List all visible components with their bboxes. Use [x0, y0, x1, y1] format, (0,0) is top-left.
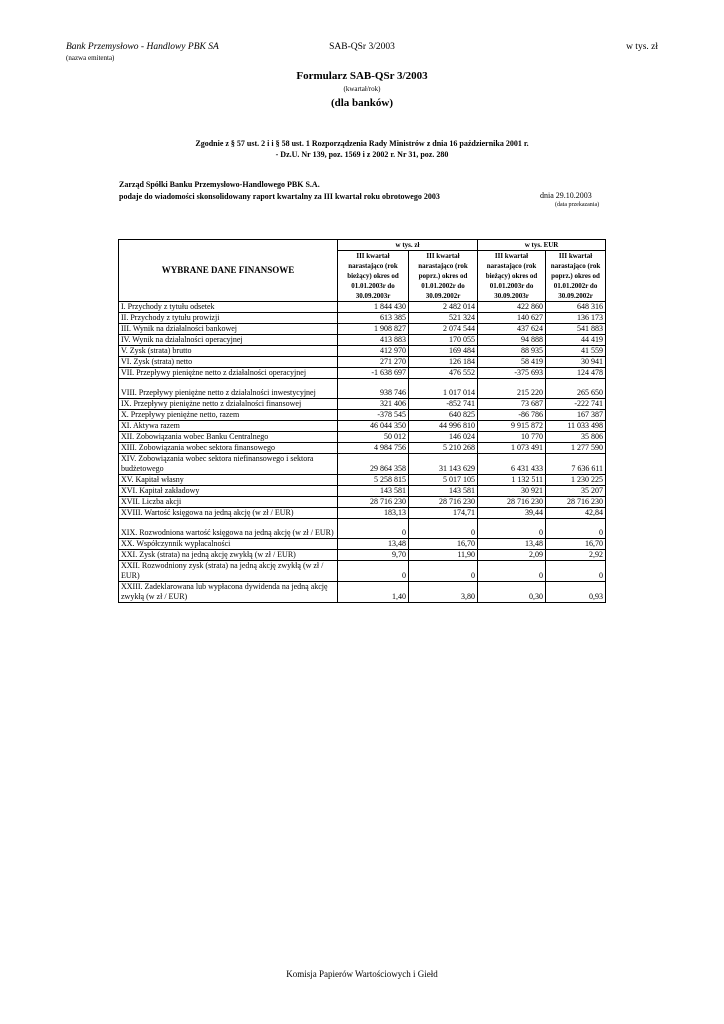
row-value: -852 741 — [409, 399, 478, 410]
table-row — [119, 561, 606, 582]
row-value: 1,40 — [338, 582, 409, 603]
row-value: 39,44 — [478, 508, 546, 519]
row-value: 11 033 498 — [546, 421, 606, 432]
row-value: 50 012 — [338, 432, 409, 443]
table-row — [119, 454, 606, 475]
table-row — [119, 550, 606, 561]
form-title-note: (kwartał/rok) — [343, 85, 381, 93]
table-main-header: WYBRANE DANE FINANSOWE — [119, 240, 338, 302]
row-value: 44 419 — [546, 335, 606, 346]
board-line-1: Zarząd Spółki Banku Przemysłowo-Handlowego PBK S.A. — [119, 180, 320, 189]
table-row — [119, 475, 606, 486]
legal-basis — [0, 138, 724, 160]
row-label: XXI. Zysk (strata) na jedną akcję zwykłą (w zł / EUR) — [119, 550, 338, 561]
row-value: 140 627 — [478, 313, 546, 324]
row-value: 321 406 — [338, 399, 409, 410]
table-row — [119, 508, 606, 519]
report-date: dnia 29.10.2003 — [540, 191, 592, 200]
row-label: VII. Przepływy pieniężne netto z działalności operacyjnej — [119, 368, 338, 379]
row-value: -1 638 697 — [338, 368, 409, 379]
report-date-note: (data przekazania) — [555, 202, 600, 208]
table-row — [119, 302, 606, 313]
row-value: 1 017 014 — [409, 379, 478, 399]
table-row — [119, 324, 606, 335]
table-row — [119, 486, 606, 497]
row-value: 94 888 — [478, 335, 546, 346]
form-title: Formularz SAB-QSr 3/2003 — [296, 70, 428, 82]
row-value: -86 786 — [478, 410, 546, 421]
row-value: 5 017 105 — [409, 475, 478, 486]
row-value: 541 883 — [546, 324, 606, 335]
table-row — [119, 399, 606, 410]
col-header-eur-current: III kwartał narastająco (rok bieżący) okres od 01.01.2003r do 30.09.2003r — [478, 251, 546, 302]
table-row — [119, 357, 606, 368]
row-value: 73 687 — [478, 399, 546, 410]
row-value: 0 — [546, 519, 606, 539]
row-value: 136 173 — [546, 313, 606, 324]
financial-data-table — [118, 239, 606, 603]
row-value: 30 921 — [478, 486, 546, 497]
footer-text: Komisja Papierów Wartościowych i Giełd — [286, 969, 438, 979]
row-value: 6 431 433 — [478, 454, 546, 475]
row-value: -222 741 — [546, 399, 606, 410]
row-label: V. Zysk (strata) brutto — [119, 346, 338, 357]
row-value: 1 844 430 — [338, 302, 409, 313]
row-value: 437 624 — [478, 324, 546, 335]
row-value: 1 230 225 — [546, 475, 606, 486]
row-value: 28 716 230 — [546, 497, 606, 508]
table-row — [119, 410, 606, 421]
row-value: 28 716 230 — [478, 497, 546, 508]
row-value: 412 970 — [338, 346, 409, 357]
table-body — [119, 302, 606, 603]
row-value: 174,71 — [409, 508, 478, 519]
row-value: 29 864 358 — [338, 454, 409, 475]
row-value: 143 581 — [338, 486, 409, 497]
row-label: XI. Aktywa razem — [119, 421, 338, 432]
row-value: 44 996 810 — [409, 421, 478, 432]
row-value: 938 746 — [338, 379, 409, 399]
table-row — [119, 335, 606, 346]
issuer-note: (nazwa emitenta) — [66, 54, 115, 62]
row-label: XVIII. Wartość księgowa na jedną akcję (w zł / EUR) — [119, 508, 338, 519]
table-row — [119, 313, 606, 324]
row-value: 1 908 827 — [338, 324, 409, 335]
row-value: 271 270 — [338, 357, 409, 368]
row-value: 413 883 — [338, 335, 409, 346]
row-value: 10 770 — [478, 432, 546, 443]
row-value: 16,70 — [546, 539, 606, 550]
row-value: 41 559 — [546, 346, 606, 357]
row-value: 476 552 — [409, 368, 478, 379]
row-value: 0 — [478, 561, 546, 582]
row-value: 648 316 — [546, 302, 606, 313]
col-header-pln-current: III kwartał narastająco (rok bieżący) okres od 01.01.2003r do 30.09.2003r — [338, 251, 409, 302]
table-row — [119, 443, 606, 454]
table-row — [119, 368, 606, 379]
row-value: -375 693 — [478, 368, 546, 379]
table-row — [119, 582, 606, 603]
form-code: SAB-QSr 3/2003 — [329, 42, 395, 52]
row-label: VI. Zysk (strata) netto — [119, 357, 338, 368]
table-row — [119, 519, 606, 539]
row-label: IV. Wynik na działalności operacyjnej — [119, 335, 338, 346]
issuer-name: Bank Przemysłowo - Handlowy PBK SA — [66, 42, 219, 52]
table-row — [119, 497, 606, 508]
row-label: XV. Kapitał własny — [119, 475, 338, 486]
row-value: 42,84 — [546, 508, 606, 519]
row-label: XXII. Rozwodniony zysk (strata) na jedną akcję zwykłą (w zł / EUR) — [119, 561, 338, 582]
row-value: 7 636 611 — [546, 454, 606, 475]
row-value: 1 073 491 — [478, 443, 546, 454]
board-statement — [119, 179, 440, 203]
row-label: XIII. Zobowiązania wobec sektora finansowego — [119, 443, 338, 454]
row-value: 88 935 — [478, 346, 546, 357]
row-label: X. Przepływy pieniężne netto, razem — [119, 410, 338, 421]
table-row — [119, 421, 606, 432]
row-label: XXIII. Zadeklarowana lub wypłacona dywidenda na jedną akcję zwykłą (w zł / EUR) — [119, 582, 338, 603]
row-value: 0 — [409, 561, 478, 582]
row-value: 0 — [409, 519, 478, 539]
row-value: 613 385 — [338, 313, 409, 324]
row-value: 0 — [546, 561, 606, 582]
row-label: XIV. Zobowiązania wobec sektora niefinansowego i sektora budżetowego — [119, 454, 338, 475]
row-value: 11,90 — [409, 550, 478, 561]
row-value: 1 277 590 — [546, 443, 606, 454]
row-value: 0 — [338, 561, 409, 582]
row-value: 3,80 — [409, 582, 478, 603]
row-value: 31 143 629 — [409, 454, 478, 475]
form-subtitle: (dla banków) — [330, 97, 394, 109]
col-header-eur-previous: III kwartał narastająco (rok poprz.) okres od 01.01.2002r do 30.09.2002r — [546, 251, 606, 302]
row-value: 13,48 — [478, 539, 546, 550]
row-value: 124 478 — [546, 368, 606, 379]
row-label: XVII. Liczba akcji — [119, 497, 338, 508]
row-value: 2 074 544 — [409, 324, 478, 335]
group-header-pln: w tys. zł — [338, 240, 478, 251]
row-value: 5 258 815 — [338, 475, 409, 486]
row-value: 169 484 — [409, 346, 478, 357]
row-value: 422 860 — [478, 302, 546, 313]
board-line-2: podaje do wiadomości skonsolidowany raport kwartalny za III kwartał roku obrotowego 2003 — [119, 192, 440, 201]
row-value: 640 825 — [409, 410, 478, 421]
table-row — [119, 539, 606, 550]
unit-label: w tys. zł — [626, 42, 658, 52]
row-value: 170 055 — [409, 335, 478, 346]
row-label: VIII. Przepływy pieniężne netto z działalności inwestycyjnej — [119, 379, 338, 399]
row-value: 126 184 — [409, 357, 478, 368]
row-label: I. Przychody z tytułu odsetek — [119, 302, 338, 313]
row-value: 9,70 — [338, 550, 409, 561]
legal-line-2: - Dz.U. Nr 139, poz. 1569 i z 2002 r. Nr 31, poz. 280 — [275, 150, 449, 159]
row-value: 46 044 350 — [338, 421, 409, 432]
row-label: XX. Współczynnik wypłacalności — [119, 539, 338, 550]
row-value: 16,70 — [409, 539, 478, 550]
row-label: XIX. Rozwodniona wartość księgowa na jedną akcję (w zł / EUR) — [119, 519, 338, 539]
row-label: III. Wynik na działalności bankowej — [119, 324, 338, 335]
row-value: 5 210 268 — [409, 443, 478, 454]
row-value: 146 024 — [409, 432, 478, 443]
row-value: 2,09 — [478, 550, 546, 561]
row-value: 35 207 — [546, 486, 606, 497]
row-value: 143 581 — [409, 486, 478, 497]
row-value: 2 482 014 — [409, 302, 478, 313]
row-value: 0,93 — [546, 582, 606, 603]
row-value: 28 716 230 — [338, 497, 409, 508]
row-value: 521 324 — [409, 313, 478, 324]
row-value: 265 650 — [546, 379, 606, 399]
row-value: 167 387 — [546, 410, 606, 421]
row-value: 28 716 230 — [409, 497, 478, 508]
col-header-pln-previous: III kwartał narastająco (rok poprz.) okres od 01.01.2002r do 30.09.2002r — [409, 251, 478, 302]
row-label: II. Przychody z tytułu prowizji — [119, 313, 338, 324]
row-value: 4 984 756 — [338, 443, 409, 454]
legal-line-1: Zgodnie z § 57 ust. 2 i i § 58 ust. 1 Rozporządzenia Rady Ministrów z dnia 16 października 2001 r. — [195, 139, 529, 148]
row-value: 13,48 — [338, 539, 409, 550]
group-header-eur: w tys. EUR — [478, 240, 606, 251]
table-row — [119, 379, 606, 399]
row-value: 0 — [338, 519, 409, 539]
row-label: XVI. Kapitał zakładowy — [119, 486, 338, 497]
row-value: 35 806 — [546, 432, 606, 443]
row-value: 30 941 — [546, 357, 606, 368]
row-value: 1 132 511 — [478, 475, 546, 486]
row-value: 0 — [478, 519, 546, 539]
row-value: 183,13 — [338, 508, 409, 519]
row-value: 215 220 — [478, 379, 546, 399]
row-value: -378 545 — [338, 410, 409, 421]
row-label: IX. Przepływy pieniężne netto z działalności finansowej — [119, 399, 338, 410]
table-row — [119, 346, 606, 357]
row-value: 2,92 — [546, 550, 606, 561]
row-value: 0,30 — [478, 582, 546, 603]
table-row — [119, 432, 606, 443]
row-value: 58 419 — [478, 357, 546, 368]
row-value: 9 915 872 — [478, 421, 546, 432]
row-label: XII. Zobowiązania wobec Banku Centralnego — [119, 432, 338, 443]
